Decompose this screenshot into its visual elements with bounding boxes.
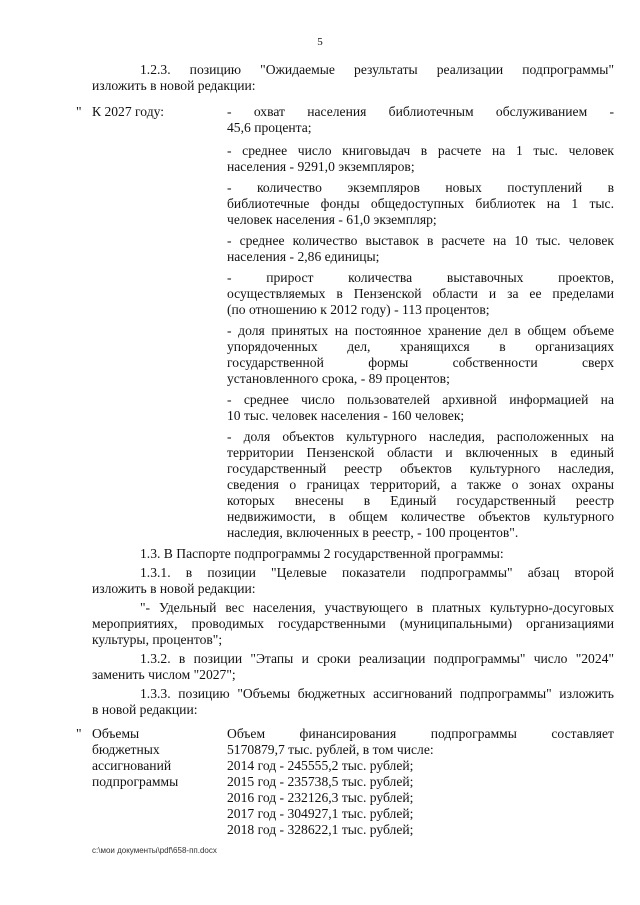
result-line: человек населения - 61,0 экземпляр; (227, 212, 437, 227)
file-path-footer: c:\мои документы\pdf\658-пп.docx (92, 846, 217, 855)
section-1-3-1-quote-1: "- Удельный вес населения, участвующего в платных культурно-досуговых (140, 600, 614, 615)
result-line: установленного срока, - 89 процентов; (227, 371, 450, 386)
section-1-3-2-line-1: 1.3.2. в позиции "Этапы и сроки реализации подпрограммы" число "2024" (140, 651, 614, 666)
result-line: осуществляемых в Пензенской области и за ее пределами (227, 286, 614, 301)
budget-line: 2016 год - 232126,3 тыс. рублей; (227, 790, 414, 805)
section-1-3-1-line-1: 1.3.1. в позиции "Целевые показатели подпрограммы" абзац второй (140, 565, 614, 580)
result-line: сведения о границах территорий, а также о зонах охраны (227, 477, 614, 492)
page-number: 5 (317, 36, 323, 48)
open-quote: " (76, 726, 82, 741)
result-line: упорядоченных дел, хранящихся в организациях (227, 339, 614, 354)
results-label: К 2027 году: (92, 104, 165, 119)
section-1-3-1-line-2: изложить в новой редакции: (92, 581, 256, 596)
budget-line: 2015 год - 235738,5 тыс. рублей; (227, 774, 414, 789)
budget-line: 2018 год - 328622,1 тыс. рублей; (227, 822, 414, 837)
budget-line: Объем финансирования подпрограммы составляет (227, 726, 614, 741)
section-1-3-3-line-2: в новой редакции: (92, 702, 198, 717)
budget-line: 2014 год - 245555,2 тыс. рублей; (227, 758, 414, 773)
result-line: - доля принятых на постоянное хранение дел в общем объеме (227, 323, 614, 338)
result-line: - прирост количества выставочных проектов, (227, 270, 614, 285)
result-line: 45,6 процента; (227, 120, 312, 135)
result-line: государственной формы собственности сверх (227, 355, 614, 370)
budget-label-line: подпрограммы (92, 774, 179, 789)
result-line: - среднее число пользователей архивной информацией на (227, 392, 614, 407)
result-line: - охват населения библиотечным обслуживанием - (227, 104, 614, 119)
section-1-3: 1.3. В Паспорте подпрограммы 2 государственной программы: (140, 546, 504, 561)
section-1-2-3-line-2: изложить в новой редакции: (92, 78, 256, 93)
result-line: территории Пензенской области и включенных в единый (227, 445, 614, 460)
budget-label-line: ассигнований (92, 758, 172, 773)
result-line: библиотечные фонды общедоступных библиотек на 1 тыс. (227, 196, 614, 211)
section-1-3-1-quote-3: культуры, процентов"; (92, 632, 223, 647)
section-1-3-2-line-2: заменить числом "2027"; (92, 667, 236, 682)
result-line: наследия, включенных в реестр, - 100 процентов". (227, 525, 519, 540)
budget-label-line: бюджетных (92, 742, 160, 757)
section-1-2-3-line-1: 1.2.3. позицию "Ожидаемые результаты реализации подпрограммы" (140, 62, 614, 77)
budget-label-line: Объемы (92, 726, 140, 741)
result-line: которых внесены в Единый государственный реестр (227, 493, 614, 508)
result-line: недвижимости, в общем количестве объектов культурного (227, 509, 614, 524)
budget-line: 5170879,7 тыс. рублей, в том числе: (227, 742, 434, 757)
result-line: - среднее число книговыдач в расчете на 1 тыс. человек (227, 143, 614, 158)
result-line: населения - 9291,0 экземпляров; (227, 159, 415, 174)
result-line: населения - 2,86 единицы; (227, 249, 380, 264)
section-1-3-1-quote-2: мероприятиях, проводимых государственными (муниципальными) организациями (92, 616, 614, 631)
open-quote: " (76, 104, 82, 119)
result-line: (по отношению к 2012 году) - 113 процентов; (227, 302, 490, 317)
result-line: - доля объектов культурного наследия, расположенных на (227, 429, 614, 444)
result-line: государственный реестр объектов культурного наследия, (227, 461, 614, 476)
result-line: - количество экземпляров новых поступлений в (227, 180, 614, 195)
budget-line: 2017 год - 304927,1 тыс. рублей; (227, 806, 414, 821)
result-line: 10 тыс. человек населения - 160 человек; (227, 408, 465, 423)
result-line: - среднее количество выставок в расчете на 10 тыс. человек (227, 233, 614, 248)
section-1-3-3-line-1: 1.3.3. позицию "Объемы бюджетных ассигнований подпрограммы" изложить (140, 686, 614, 701)
